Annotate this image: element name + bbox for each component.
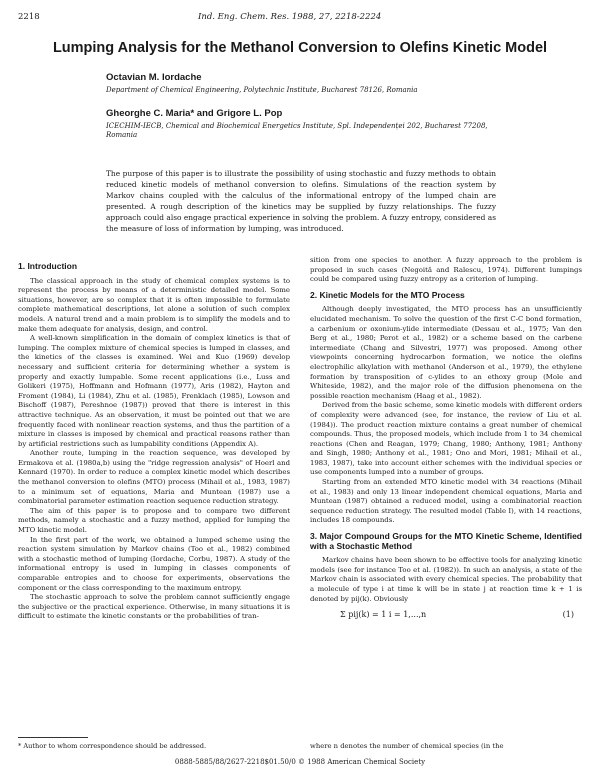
right-column xyxy=(310,256,582,630)
paragraph: Another route, lumping in the reaction sequence, was developed by Ermakova et al. (1980a,b) using the "ridge regression analysis" of Hoerl and Kennard (1970). In order to reduce a complex kinetic model which describes the methanol conversion to olefins (MTO) process (Mihail et al., 1983, 1987) to a minimum set of equations, Maria and Muntean (1987) use a combinatorial parameter estimation reaction sequence reduction strategy. xyxy=(18,449,290,506)
paragraph-continuation: sition from one species to another. A fuzzy approach to the problem is proposed in such cases (Negoită and Ralescu, 1974). Different lumpings could be compared using fuzzy entropy as a criterion of lumping. xyxy=(310,256,582,284)
affiliation-1: Department of Chemical Engineering, Polytechnic Institute, Bucharest 78126, Romania xyxy=(106,86,418,94)
page-footer: 0888-5885/88/2627-2218$01.50/0 © 1988 American Chemical Society xyxy=(174,758,426,766)
left-column xyxy=(18,256,290,622)
paragraph: Although deeply investigated, the MTO process has an unsufficiently elucidated mechanism. To solve the question of the first C-C bond formation, a carbenium or oxonium-ylide intermediate (Dessau et al., 1975; Van den Berg et al., 1980; Perot et al., 1982) or a scheme based on the carbene intermediate (Chang and Silvestri, 1977) was proposed. Among other viewpoints concerning hydrocarbon formation, we notice the olefins electrophilic alkylation with methanol (Anderson et al., 1979), the ethylene formation by transposition of c-ylides to an ethoxy group (Mole and Whiteside, 1982), and the major role of the diffusion phenomena on the possible reaction mechanism (Haag et al., 1982). xyxy=(310,305,582,400)
journal-citation: Ind. Eng. Chem. Res. 1988, 27, 2218-2224 xyxy=(198,12,382,22)
footnote: * Author to whom correspondence should be addressed. xyxy=(18,742,207,750)
equation-expression: Σ pij(k) = 1 i = 1,...,n xyxy=(340,610,427,620)
paragraph: The aim of this paper is to propose and to compare two different methods, namely a stochastic and a fuzzy method, applied for lumping the MTO kinetic model. xyxy=(18,506,290,535)
paragraph: The stochastic approach to solve the problem cannot sufficiently engage the subjective or the practical experience. Otherwise, in many situations it is difficult to estimate the kinetic constants or the probabilities of tran- xyxy=(18,593,290,621)
section-heading-introduction: 1. Introduction xyxy=(18,261,78,271)
equation-1 xyxy=(310,610,582,624)
paragraph: Markov chains have been shown to be effective tools for analyzing kinetic models (see for instance Too et al. (1982)). In such an analysis, a state of the Markov chain is associated with every chemical species. The probability that a molecule of type i at time k will be in state j at reaction time k + 1 is denoted by pij(k). Obviously xyxy=(310,556,582,603)
author-line-2: Gheorghe C. Maria* and Grigore L. Pop xyxy=(106,108,283,119)
paragraph: Derived from the basic scheme, some kinetic models with different orders of complexity were advanced (see, for instance, the review of Liu et al. (1984)). The product reaction mixture contains a great number of chemical compounds. Thus, the proposed models, which include from 1 to 34 chemical reactions (Chen and Reagan, 1979; Chang, 1980; Anthony, 1981; Anthony and Singh, 1980; Anthony et al., 1981; Ono and Mori, 1981; Mihail et al., 1983, 1987), take into account either schemes with the individual species or use components lumped into a number of groups. xyxy=(310,401,582,477)
abstract: The purpose of this paper is to illustrate the possibility of using stochastic and fuzzy methods to obtain reduced kinetic models of methanol conversion to olefins. Simulations of the reaction system by Markov chains coupled with the calculus of the informational entropy of the lumped chain are presented. A rough description of the kinetics may be supplied by fuzzy relationships. The fuzzy approach could also engage practical experience in solving the problem. A fuzzy entropy, considered as the measure of loss of information by lumping, was introduced. xyxy=(106,169,496,233)
section-heading-major-compound-groups: 3. Major Compound Groups for the MTO Kinetic Scheme, Identified with a Stochastic Method xyxy=(310,531,582,551)
paragraph: Starting from an extended MTO kinetic model with 34 reactions (Mihail et al., 1983) and only 13 linear independent chemical equations, Maria and Muntean (1987) obtained a reduced model, using a combinatorial reaction sequence reduction strategy. The resulted model (Table I), with 14 reactions, includes 18 compounds. xyxy=(310,478,582,525)
paragraph: In the first part of the work, we obtained a lumped scheme using the reaction system simulation by Markov chains (Too et al., 1982) combined with a stochastic method of lumping (Iordache, Corbu, 1987). A study of the informational entropy is used in lumping in classes components of comparable entropies and to choose for experiments, observations the component or the class corresponding to the maximum entropy. xyxy=(18,535,290,592)
paragraph: A well-known simplification in the domain of complex kinetics is that of lumping. The complex mixture of chemical species is lumped in classes, and the kinetics of the classes is examined. Wei and Kuo (1969) develop necessary and sufficient criteria for determining whether a system is properly and exactly lumpable. Some recent applications (i.e., Luss and Golikeri (1975), Hoffmann and Hofmann (1977), Aris (1982), Hayton and Froment (1984), Li (1984), Zhu et al. (1985), Frenklach (1985), Lowson and Bischoff (1987), Pereshnoe (1987)) proved that there is interest in this attractive technique. As an observation, it must be pointed out that we are frequently faced with nonlinear reaction systems, and thus the partition of a mixture in classes is imposed by chemical and practical reasons rather than by artificial restrictions such as lumpability conditions (Appendix A). xyxy=(18,334,290,448)
author-line-1: Octavian M. Iordache xyxy=(106,72,202,83)
paragraph: The classical approach in the study of chemical complex systems is to represent the process by means of a deterministic detailed model. Some situations, however, are so complex that it is often impossible to formulate complete mathematical descriptions, let alone a solution of such complex models. A natural trend and a main problem is to simplify the models and to make them adequate for analysis, design, and control. xyxy=(18,276,290,333)
running-header xyxy=(18,12,582,26)
paper-title: Lumping Analysis for the Methanol Conversion to Olefins Kinetic Model xyxy=(52,40,548,56)
affiliation-2: ICECHIM-IECB, Chemical and Biochemical Energetics Institute, Spl. Independenței 202, Bucharest 77208, Romania xyxy=(106,122,488,139)
page-number: 2218 xyxy=(18,12,40,22)
section-heading-kinetic-models: 2. Kinetic Models for the MTO Process xyxy=(310,289,465,300)
equation-number: (1) xyxy=(562,610,574,620)
where-line: where n denotes the number of chemical species (in the xyxy=(310,742,504,750)
footnote-rule xyxy=(18,737,88,738)
